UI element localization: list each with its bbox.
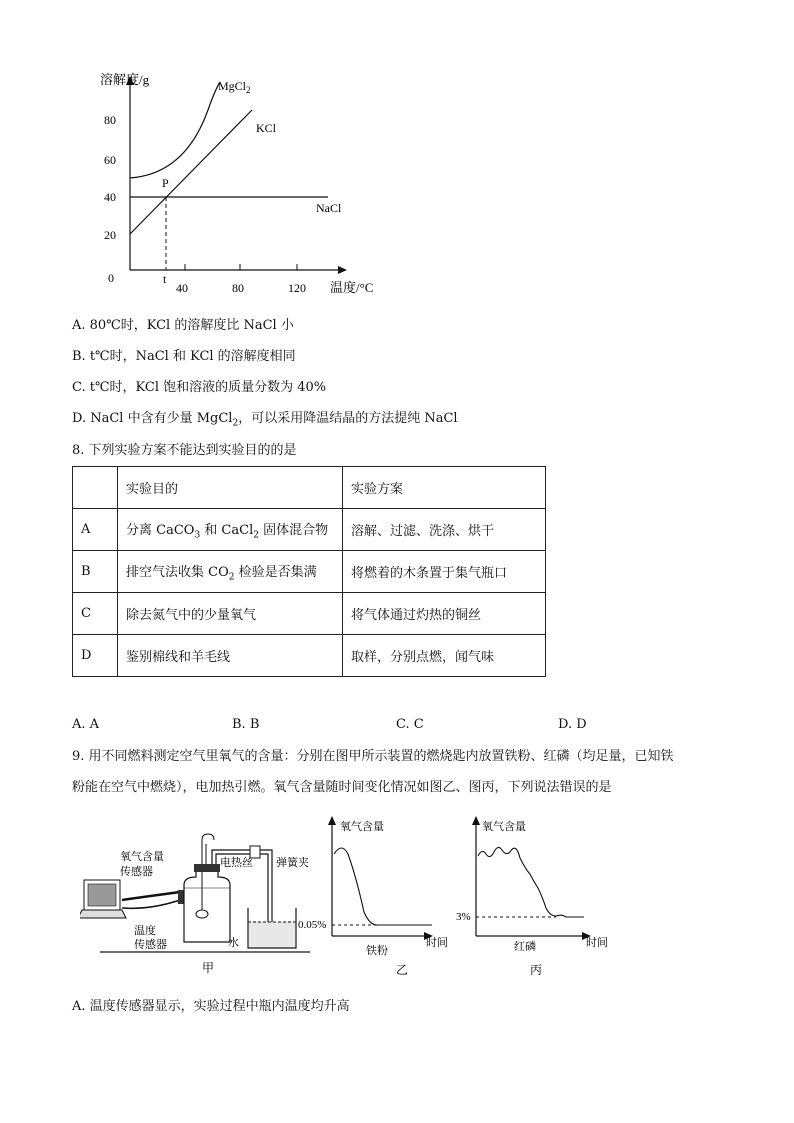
y-tick-label-40: 40 <box>104 190 116 204</box>
table-row <box>73 509 546 551</box>
bing-fuel-label: 红磷 <box>514 941 536 953</box>
table-row <box>73 635 546 677</box>
yi-caption: 乙 <box>396 963 409 977</box>
origin-label: 0 <box>108 271 114 285</box>
mgcl2-curve <box>130 82 220 178</box>
row-goal: 分离 CaCO$_3$ 和 CaCl$_2$ 固体混合物 <box>118 509 343 551</box>
bing-caption: 丙 <box>530 963 543 977</box>
point-p-label: P <box>162 176 169 190</box>
q8-choice-a: A. A <box>72 717 100 732</box>
q8-choice-c: C. C <box>396 717 424 732</box>
series-label-nacl: NaCl <box>316 201 342 215</box>
row-goal: 排空气法收集 $CO_2$ 检验是否集满 <box>118 551 343 593</box>
apparatus-figure <box>80 830 330 980</box>
o2-sensor-label-2: 传感器 <box>120 866 153 878</box>
x-axis-label: 温度/°C <box>330 280 374 295</box>
bing-y-label: 氧气含量 <box>482 821 526 833</box>
kcl-line <box>130 110 252 234</box>
series-label-kcl: KCl <box>256 121 277 135</box>
spring-clip-label: 弹簧夹 <box>276 857 309 869</box>
heating-wire-label: 电热丝 <box>220 857 253 869</box>
row-label: B <box>73 551 118 593</box>
q7-option-c: C. t℃时，KCl 饱和溶液的质量分数为 40% <box>72 380 327 395</box>
yi-y-label: 氧气含量 <box>340 821 384 833</box>
y-tick-label-80: 80 <box>104 113 116 127</box>
header-cell-plan: 实验方案 <box>343 467 546 509</box>
q8-stem: 8. 下列实验方案不能达到实验目的的是 <box>72 443 297 458</box>
x-tick-label-120: 120 <box>288 281 306 295</box>
header-cell-blank <box>73 467 118 509</box>
temp-sensor-cable <box>122 900 180 908</box>
row-goal: 除去氮气中的少量氧气 <box>118 593 343 635</box>
y-axis-label: 溶解度/g <box>100 72 150 87</box>
yi-fuel-label: 铁粉 <box>366 945 388 957</box>
row-plan: 溶解、过滤、洗涤、烘干 <box>343 509 546 551</box>
header-cell-goal: 实验目的 <box>118 467 343 509</box>
solubility-chart <box>90 70 390 300</box>
bottle <box>184 870 230 942</box>
graph-bing <box>424 812 620 980</box>
row-goal: 鉴别棉线和羊毛线 <box>118 635 343 677</box>
bing-x-label: 时间 <box>586 937 608 949</box>
table-row <box>73 551 546 593</box>
q7-option-d: D. NaCl 中含有少量 MgCl$_2$，可以采用降温结晶的方法提纯 NaCl <box>72 411 458 429</box>
laptop-screen-inner <box>88 884 116 906</box>
row-label: D <box>73 635 118 677</box>
q8-choice-d: D. D <box>558 717 587 732</box>
x-axis-arrow <box>338 266 347 274</box>
row-label: C <box>73 593 118 635</box>
series-label-mgcl2: MgCl$_2$ <box>218 79 251 95</box>
q8-choice-b: B. B <box>232 717 260 732</box>
figure-caption-jia: 甲 <box>202 961 215 975</box>
t-label: t <box>163 272 167 286</box>
q9-stem-line-1: 9. 用不同燃料测定空气里氧气的含量：分别在图甲所示装置的燃烧匙内放置铁粉、红磷（均足量，已知铁 <box>72 749 674 764</box>
bing-curve <box>478 847 584 917</box>
row-plan: 取样，分别点燃，闻气味 <box>343 635 546 677</box>
yi-level-label: 0.05% <box>298 919 327 931</box>
yi-curve <box>334 848 432 925</box>
q9-stem-line-2: 粉能在空气中燃烧），电加热引燃。氧气含量随时间变化情况如图乙、图丙，下列说法错误的是 <box>72 780 612 795</box>
q7-option-b: B. t℃时，NaCl 和 KCl 的溶解度相同 <box>72 349 296 364</box>
temp-sensor-label-2: 传感器 <box>134 939 167 951</box>
o2-sensor-label: 氧气含量 <box>120 851 164 863</box>
row-plan: 将燃着的木条置于集气瓶口 <box>343 551 546 593</box>
table-row <box>73 593 546 635</box>
q7-option-a: A. 80℃时，KCl 的溶解度比 NaCl 小 <box>72 318 294 333</box>
bing-level-label: 3% <box>456 911 471 923</box>
combustion-spoon <box>196 910 208 918</box>
yi-y-arrow <box>328 816 336 825</box>
water-label: 水 <box>228 937 239 949</box>
y-tick-label-20: 20 <box>104 228 116 242</box>
q8-table <box>72 466 546 677</box>
x-tick-label-40: 40 <box>176 281 188 295</box>
o2-sensor-cable <box>122 892 180 900</box>
row-plan: 将气体通过灼热的铜丝 <box>343 593 546 635</box>
beaker-water <box>249 922 295 947</box>
stopper <box>194 864 220 872</box>
table-header-row <box>73 467 546 509</box>
bing-y-arrow <box>472 816 480 825</box>
yi-x-label: 时间 <box>426 937 448 949</box>
temp-sensor-label: 温度 <box>134 925 156 937</box>
x-tick-label-80: 80 <box>232 281 244 295</box>
row-label: A <box>73 509 118 551</box>
q9-option-a: A. 温度传感器显示，实验过程中瓶内温度均升高 <box>72 999 350 1014</box>
laptop-base <box>80 910 126 918</box>
y-tick-label-60: 60 <box>104 153 116 167</box>
